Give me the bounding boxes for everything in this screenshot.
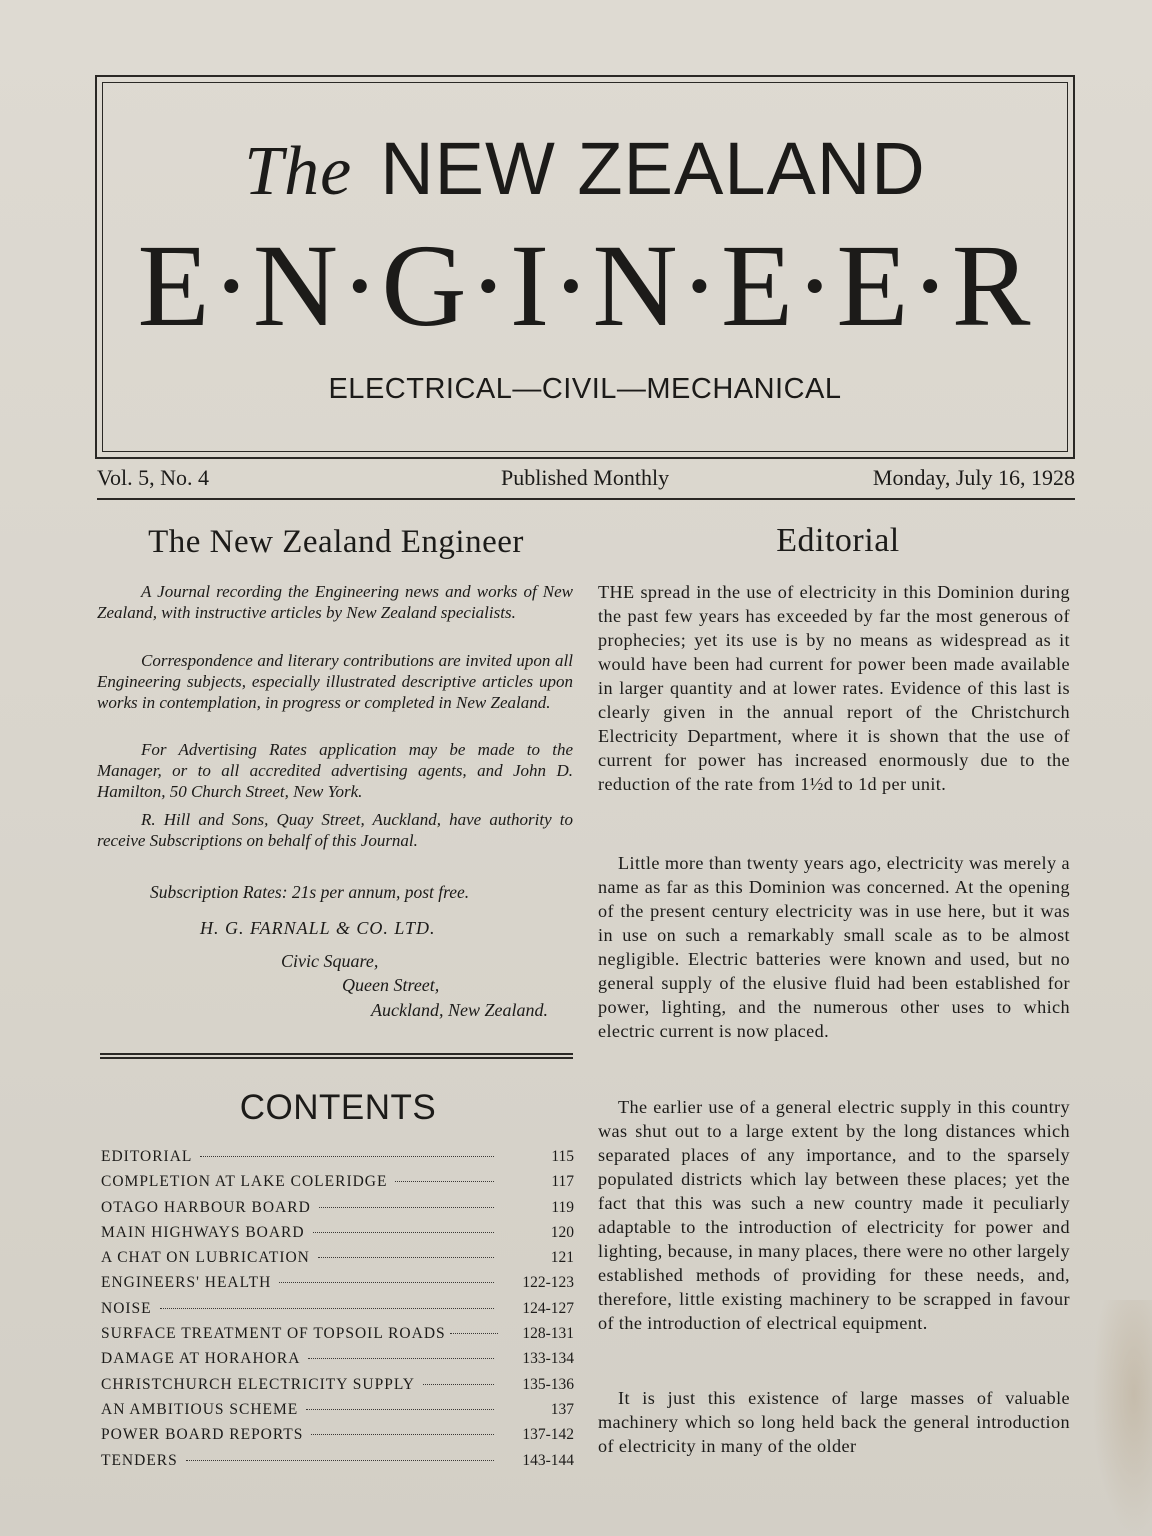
editorial-paragraph-1: THE spread in the use of electricity in this Dominion during the past few years has exceeded by far the most generous of prophecies; yet its use is by no means as widespread as it would have been had current for power been made available in larger quantity and at lower rates. Evidence of this last is clearly given in the annual report of the Christchurch Electricity Department, where it is shown that the use of current for power has increased enormously due to the reduction of the rate from 1½d to 1d per unit. [598, 582, 1070, 794]
contents-item-title: EDITORIAL [101, 1148, 193, 1165]
paper-stain [1092, 1300, 1152, 1536]
leader-dots [160, 1308, 494, 1309]
advertising-notice: For Advertising Rates application may be made to the Manager, or to all accredited advertising agents, and John D. Hamilton, 50 Church Street, New York. [97, 740, 573, 801]
contents-item-title: A CHAT ON LUBRICATION [101, 1249, 310, 1267]
issue-volume: Vol. 5, No. 4 [97, 465, 210, 490]
contents-item[interactable] [101, 1274, 574, 1299]
contents-item-title: OTAGO HARBOUR BOARD [101, 1198, 311, 1216]
contents-item-title: ENGINEERS' HEALTH [101, 1274, 272, 1292]
masthead-title: NEW ZEALAND [380, 127, 926, 210]
contents-item[interactable] [101, 1401, 574, 1426]
contents-item-page: 124-127 [522, 1299, 574, 1317]
issue-date: Monday, July 16, 1928 [872, 465, 1075, 490]
contents-item-page: 143-144 [522, 1451, 574, 1469]
contents-item-page: 117 [551, 1173, 574, 1191]
leader-dots [319, 1207, 494, 1208]
contents-item[interactable] [101, 1325, 574, 1350]
contents-item-title: POWER BOARD REPORTS [101, 1426, 304, 1444]
masthead-the: The [244, 133, 353, 210]
contents-item[interactable] [101, 1148, 574, 1173]
leader-dots [308, 1358, 494, 1359]
contents-item-page: 115 [551, 1148, 574, 1165]
publisher-name: H. G. FARNALL & CO. LTD. [200, 918, 436, 938]
leader-dots [279, 1282, 494, 1283]
contents-item[interactable] [101, 1300, 574, 1325]
leader-dots [200, 1156, 494, 1157]
contents-item-page: 137-142 [522, 1426, 574, 1444]
contents-list [101, 1148, 574, 1477]
leader-dots [313, 1232, 494, 1233]
contents-item-title: AN AMBITIOUS SCHEME [101, 1400, 299, 1418]
contents-item-title: SURFACE TREATMENT OF TOPSOIL ROADS [101, 1325, 446, 1343]
issue-line [97, 463, 1075, 495]
contents-item-page: 133-134 [522, 1350, 574, 1368]
leader-dots [186, 1460, 494, 1461]
contents-item[interactable] [101, 1452, 574, 1477]
subscription-agents-notice: R. Hill and Sons, Quay Street, Auckland, have authority to receive Subscriptions on behalf of this Journal. [97, 810, 573, 850]
contents-item-title: NOISE [101, 1299, 152, 1317]
contents-title: CONTENTS [239, 1088, 437, 1127]
contents-item[interactable] [101, 1350, 574, 1375]
editorial-title: Editorial [776, 522, 900, 559]
contents-item-page: 119 [551, 1198, 574, 1216]
contents-item-page: 121 [550, 1249, 574, 1267]
leader-dots [318, 1257, 494, 1258]
contents-item[interactable] [101, 1376, 574, 1401]
contents-item-page: 128-131 [522, 1325, 574, 1343]
leader-dots [450, 1333, 498, 1334]
address-line-2: Queen Street, [342, 975, 440, 995]
contents-item[interactable] [101, 1426, 574, 1451]
journal-heading: The New Zealand Engineer [148, 524, 524, 560]
header-rule [97, 498, 1075, 500]
contents-item[interactable] [101, 1199, 574, 1224]
contents-item-page: 122-123 [522, 1274, 574, 1292]
editorial-paragraph-4: It is just this existence of large masses of valuable machinery which so long held back the general introduction of electricity in many of the older [598, 1388, 1070, 1456]
address-line-3: Auckland, New Zealand. [371, 1000, 548, 1020]
contents-item-page: 137 [550, 1400, 574, 1418]
contributions-notice: Correspondence and literary contributions are invited upon all Engineering subjects, especially illustrated descriptive articles upon works in contemplation, in progress or completed in New Zealand. [97, 651, 573, 712]
contents-item-title: CHRISTCHURCH ELECTRICITY SUPPLY [101, 1375, 415, 1393]
masthead-subtitle: ELECTRICAL—CIVIL—MECHANICAL [328, 373, 842, 405]
contents-item[interactable] [101, 1173, 574, 1198]
issue-frequency: Published Monthly [501, 465, 670, 490]
editorial-paragraph-3: The earlier use of a general electric supply in this country was shut out to a large extent by the long distances which separated places of any importance, and to the sparsely populated districts which lay between these places; yet the fact that this was such a new country made it peculiarly adaptable to the introduction of electricity for power and lighting, because, in many places, there were no other largely established methods of providing for these needs, and, therefore, little existing machinery to be scrapped in favour of the introduction of electrical equipment. [598, 1097, 1070, 1333]
leader-dots [423, 1384, 494, 1385]
journal-description: A Journal recording the Engineering news and works of New Zealand, with instructive articles by New Zealand specialists. [97, 582, 573, 622]
contents-divider [100, 1053, 573, 1059]
leader-dots [311, 1434, 494, 1435]
contents-item-page: 135-136 [522, 1375, 574, 1393]
contents-item-title: TENDERS [101, 1451, 178, 1469]
masthead-engineer: E·N·G·I·N·E·E·R [137, 220, 1033, 351]
contents-item-title: DAMAGE AT HORAHORA [101, 1350, 301, 1368]
subscription-rates: Subscription Rates: 21s per annum, post free. [150, 882, 470, 902]
contents-item-title: COMPLETION AT LAKE COLERIDGE [101, 1173, 388, 1191]
contents-item-title: MAIN HIGHWAYS BOARD [101, 1223, 305, 1241]
editorial-paragraph-2: Little more than twenty years ago, electricity was merely a name as far as this Dominion was concerned. At the opening of the present century electricity was in use here, but it was in use on such a remarkably small scale as to be almost negligible. Electric batteries were known and used, but no general supply of the elusive fluid had been established for power, lighting, and the numerous other uses to which electric current is now placed. [598, 853, 1070, 1041]
leader-dots [306, 1409, 494, 1410]
contents-item[interactable] [101, 1224, 574, 1249]
address-line-1: Civic Square, [281, 951, 379, 971]
masthead-frame [95, 75, 1075, 459]
masthead-title-line [97, 127, 1073, 210]
leader-dots [395, 1181, 494, 1182]
contents-item[interactable] [101, 1249, 574, 1274]
contents-item-page: 120 [550, 1223, 574, 1241]
